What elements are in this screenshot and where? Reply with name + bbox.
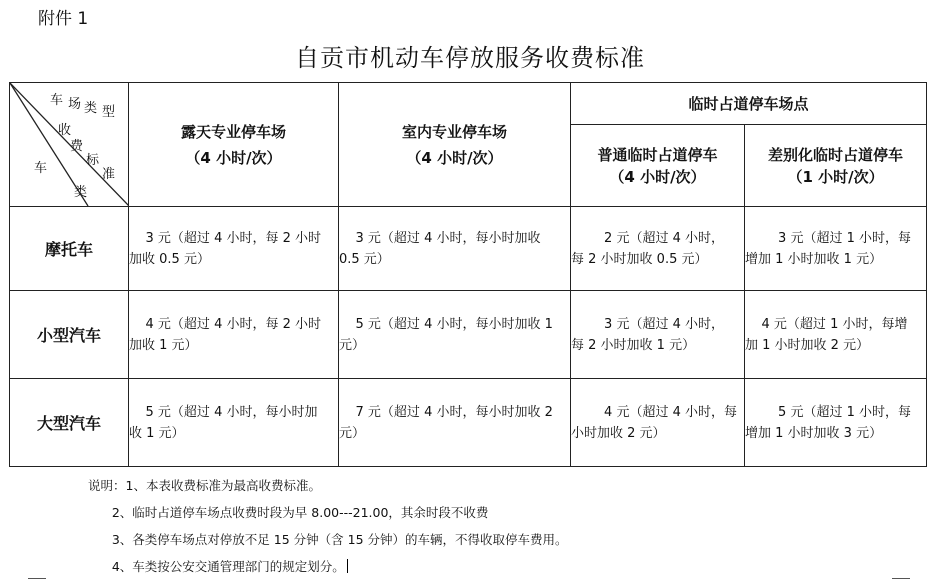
corner-char: 车 (34, 161, 48, 176)
fee-cell: 4 元（超过 1 小时，每增 加 1 小时加收 2 元） (745, 291, 927, 379)
fee-cell: 4 元（超过 4 小时，每 小时加收 2 元） (571, 379, 745, 467)
table-row (10, 207, 927, 291)
fee-cell: 2 元（超过 4 小时， 每 2 小时加收 0.5 元） (571, 207, 745, 291)
corner-char: 型 (102, 105, 116, 120)
fee-cell: 3 元（超过 4 小时， 每 2 小时加收 1 元） (571, 291, 745, 379)
table-row (10, 291, 927, 379)
col-header-differentiated-roadside: 差别化临时占道停车 （1 小时/次） (745, 125, 927, 207)
corner-char: 收 (58, 123, 72, 138)
attachment-label: 附件 1 (38, 9, 89, 29)
fee-cell: 4 元（超过 4 小时，每 2 小时 加收 1 元） (129, 291, 339, 379)
page-corner-mark-left (28, 578, 46, 579)
text-cursor (347, 559, 348, 573)
note-line-last: 4、车类按公安交通管理部门的规定划分。 (88, 553, 568, 580)
corner-char: 场 (68, 97, 82, 112)
page-title: 自贡市机动车停放服务收费标准 (295, 44, 645, 72)
vehicle-type: 摩托车 (10, 207, 129, 291)
col-header-outdoor: 露天专业停车场 （4 小时/次） (129, 83, 339, 207)
fee-cell: 3 元（超过 4 小时，每 2 小时 加收 0.5 元） (129, 207, 339, 291)
table-row (10, 379, 927, 467)
corner-char: 类 (74, 185, 88, 200)
col-header-indoor: 室内专业停车场 （4 小时/次） (339, 83, 571, 207)
corner-char: 费 (70, 139, 84, 154)
group-header-roadside: 临时占道停车场点 (571, 83, 927, 125)
corner-char: 类 (84, 101, 98, 116)
notes (88, 472, 568, 580)
fee-cell: 7 元（超过 4 小时，每小时加收 2 元） (339, 379, 571, 467)
vehicle-type: 小型汽车 (10, 291, 129, 379)
page-corner-mark-right (892, 578, 910, 579)
note-line: 说明：1、本表收费标准为最高收费标准。 (88, 478, 321, 493)
fee-cell: 5 元（超过 4 小时，每小时加 收 1 元） (129, 379, 339, 467)
note-line: 3、各类停车场点对停放不足 15 分钟（含 15 分钟）的车辆，不得收取停车费用。 (88, 532, 568, 547)
col-header-regular-roadside: 普通临时占道停车 （4 小时/次） (571, 125, 745, 207)
corner-char: 准 (102, 167, 116, 182)
corner-char: 车 (50, 93, 64, 108)
fee-cell: 3 元（超过 1 小时，每 增加 1 小时加收 1 元） (745, 207, 927, 291)
fee-cell: 3 元（超过 4 小时，每小时加收 0.5 元） (339, 207, 571, 291)
vehicle-type: 大型汽车 (10, 379, 129, 467)
fee-cell: 5 元（超过 4 小时，每小时加收 1 元） (339, 291, 571, 379)
fee-cell: 5 元（超过 1 小时，每 增加 1 小时加收 3 元） (745, 379, 927, 467)
fee-table (9, 82, 927, 467)
diagonal-header-cell (10, 83, 129, 207)
note-line: 2、临时占道停车场点收费时段为早 8.00---21.00，其余时段不收费 (88, 505, 489, 520)
corner-char: 标 (86, 153, 100, 168)
